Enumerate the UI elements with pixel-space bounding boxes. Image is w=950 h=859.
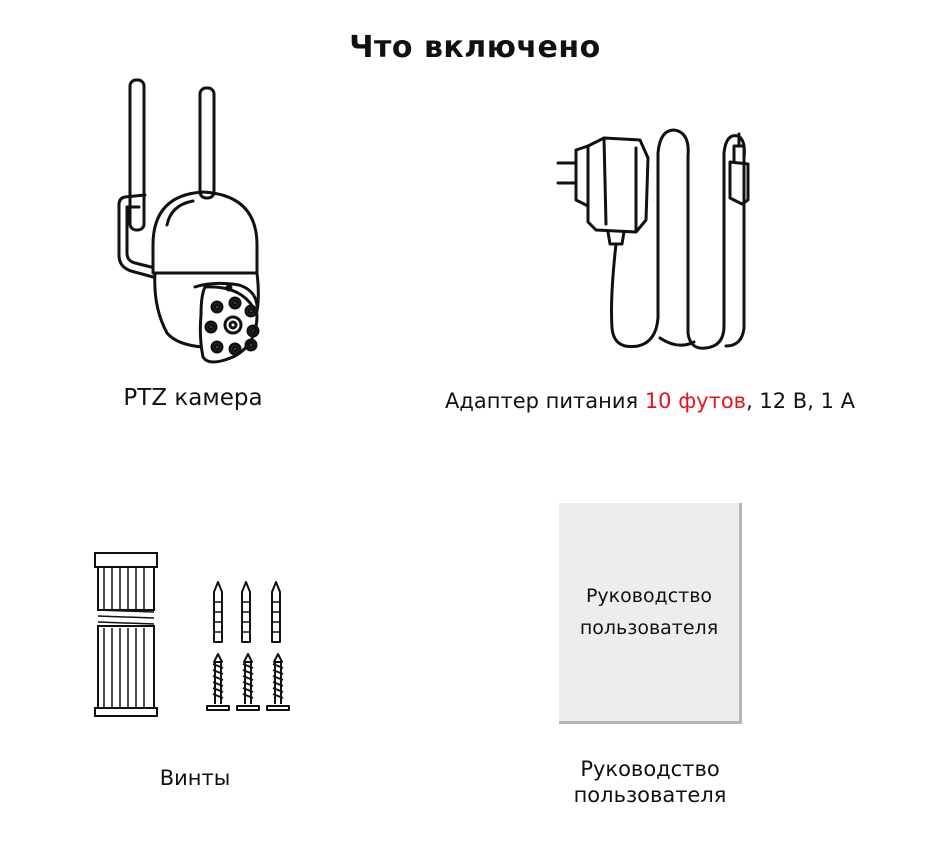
ptz-camera-icon (105, 75, 275, 375)
screws-label: Винты (159, 766, 231, 790)
manual-label (550, 756, 750, 808)
manual-label-line-1: Руководство (580, 757, 720, 781)
wall-anchor-icon (208, 578, 298, 648)
user-manual-card (559, 503, 742, 724)
camera-label: PTZ камера (123, 385, 263, 411)
adapter-label-suffix: , 12 В, 1 А (746, 389, 855, 413)
manual-card-line-1: Руководство (585, 585, 713, 607)
screw-icon (205, 652, 297, 714)
page-title: Что включено (349, 30, 601, 65)
manual-label-line-2: пользователя (573, 783, 727, 807)
adapter-label (430, 389, 870, 413)
adapter-label-highlight: 10 футов (644, 389, 747, 413)
wall-anchor-icon (92, 550, 162, 718)
manual-card-line-2: пользователя (579, 617, 719, 639)
power-adapter-icon (548, 128, 758, 353)
adapter-label-prefix: Адаптер питания (445, 389, 645, 413)
